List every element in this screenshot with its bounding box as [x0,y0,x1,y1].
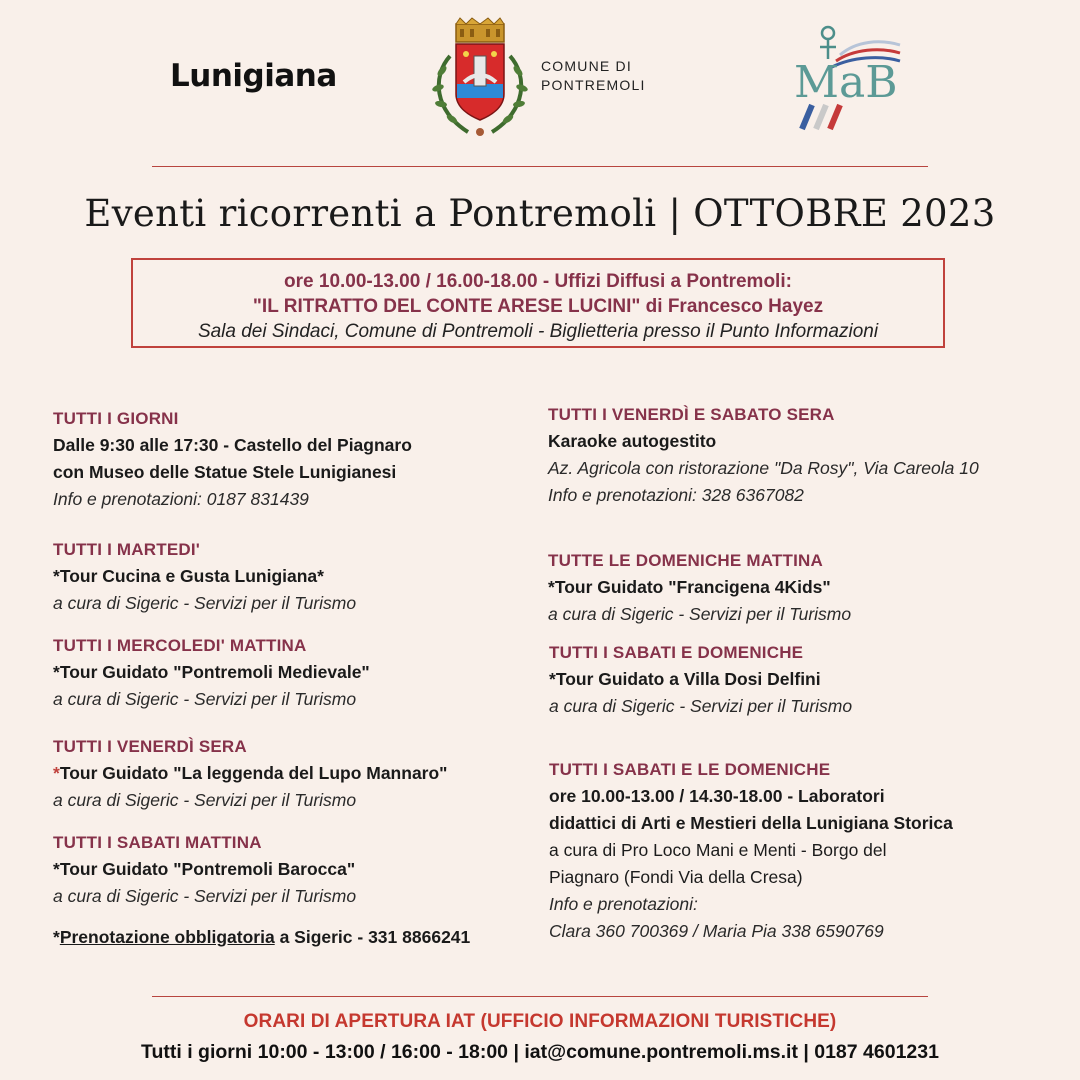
iat-hours-line: Tutti i giorni 10:00 - 13:00 / 16:00 - 18:00 | iat@comune.pontremoli.ms.it | 0187 4601231 [141,1041,939,1063]
event-title: Tour Guidato "Pontremoli Barocca" [59,859,356,879]
event-heading: TUTTI I VENERDÌ E SABATO SERA [548,405,835,424]
event-info: a cura di Sigeric - Servizi per il Turismo [549,696,853,716]
event-info: a cura di Sigeric - Servizi per il Turismo [53,886,357,906]
event-heading: TUTTI I GIORNI [53,409,179,428]
booking-note [53,924,533,951]
event-title: Tour Guidato "Pontremoli Medievale" [59,662,370,682]
comune-line-1: COMUNE DI [541,58,632,74]
event-info: Info e prenotazioni: [549,894,698,914]
event-block-sabati-mattina [53,829,533,910]
header-divider [152,166,928,167]
event-title: Tour Guidato "La leggenda del Lupo Mannaro" [59,763,448,783]
comune-line-2: PONTREMOLI [541,77,646,93]
event-title: Tour Guidato "Francigena 4Kids" [554,577,831,597]
event-info: Info e prenotazioni: 328 6367082 [548,485,804,505]
featured-line-2: "IL RITRATTO DEL CONTE ARESE LUCINI" di Francesco Hayez [252,296,824,317]
event-heading: TUTTI I SABATI E DOMENICHE [549,643,804,662]
event-title: con Museo delle Statue Stele Lunigianesi [53,462,397,482]
event-info: a cura di Sigeric - Servizi per il Turismo [53,689,357,709]
lunigiana-logo: Lunigiana [170,58,337,94]
asterisk-icon: * [317,566,324,586]
event-heading: TUTTI I SABATI E LE DOMENICHE [549,760,831,779]
event-block-mercoledi [53,632,533,713]
asterisk-icon: * [53,566,60,586]
event-title: didattici di Arti e Mestieri della Lunigiana Storica [549,813,953,833]
event-info: a cura di Sigeric - Servizi per il Turismo [548,604,852,624]
event-info: a cura di Sigeric - Servizi per il Turismo [53,593,357,613]
asterisk-icon: * [53,763,60,783]
event-block-martedi [53,536,533,617]
event-title: Tour Guidato a Villa Dosi Delfini [555,669,821,689]
event-title: ore 10.00-13.00 / 14.30-18.00 - Laboratori [549,786,885,806]
asterisk-icon: * [53,662,60,682]
featured-line-1: ore 10.00-13.00 / 16.00-18.00 - Uffizi Diffusi a Pontremoli: [284,271,792,292]
event-block-domeniche-mattina [548,547,1048,628]
asterisk-icon: * [53,927,60,947]
event-title: Karaoke autogestito [548,431,717,451]
booking-contact: a Sigeric - 331 8866241 [274,927,471,947]
asterisk-icon: * [549,669,556,689]
event-text: Piagnaro (Fondi Via della Cresa) [549,867,803,887]
event-title: Dalle 9:30 alle 17:30 - Castello del Piagnaro [53,435,412,455]
pontremoli-crest-icon [430,16,530,144]
event-block-venerdi-sera [53,733,533,814]
event-heading: TUTTI I MERCOLEDI' MATTINA [53,636,307,655]
mab-logo-text: MaB [794,57,898,108]
featured-line-3: Sala dei Sindaci, Comune di Pontremoli - Biglietteria presso il Punto Informazioni [197,321,879,342]
event-block-venerdi-sabato-sera [548,401,1048,509]
asterisk-icon: * [548,577,555,597]
footer-divider [152,996,928,997]
event-info: a cura di Sigeric - Servizi per il Turismo [53,790,357,810]
event-info: Clara 360 700369 / Maria Pia 338 6590769 [549,921,884,941]
asterisk-icon: * [53,859,60,879]
page-title: Eventi ricorrenti a Pontremoli | OTTOBRE 2023 [84,192,996,235]
event-block-tutti-i-giorni [53,405,533,513]
iat-hours-heading: ORARI DI APERTURA IAT (UFFICIO INFORMAZIONI TURISTICHE) [243,1011,837,1032]
event-heading: TUTTI I SABATI MATTINA [53,833,262,852]
event-block-laboratori [549,756,1049,945]
event-heading: TUTTE LE DOMENICHE MATTINA [548,551,823,570]
event-info: Info e prenotazioni: 0187 831439 [53,489,309,509]
event-heading: TUTTI I VENERDÌ SERA [53,737,247,756]
event-heading: TUTTI I MARTEDI' [53,540,201,559]
event-info: Az. Agricola con ristorazione "Da Rosy", Via Careola 10 [548,458,979,478]
event-title: Tour Cucina e Gusta Lunigiana [59,566,318,586]
mab-logo-icon [790,25,902,133]
featured-event-box [131,258,945,348]
booking-required-label: Prenotazione obbligatoria [59,927,275,947]
event-text: a cura di Pro Loco Mani e Menti - Borgo del [549,840,887,860]
event-block-sabati-domeniche [549,639,1049,720]
comune-label [541,57,646,95]
